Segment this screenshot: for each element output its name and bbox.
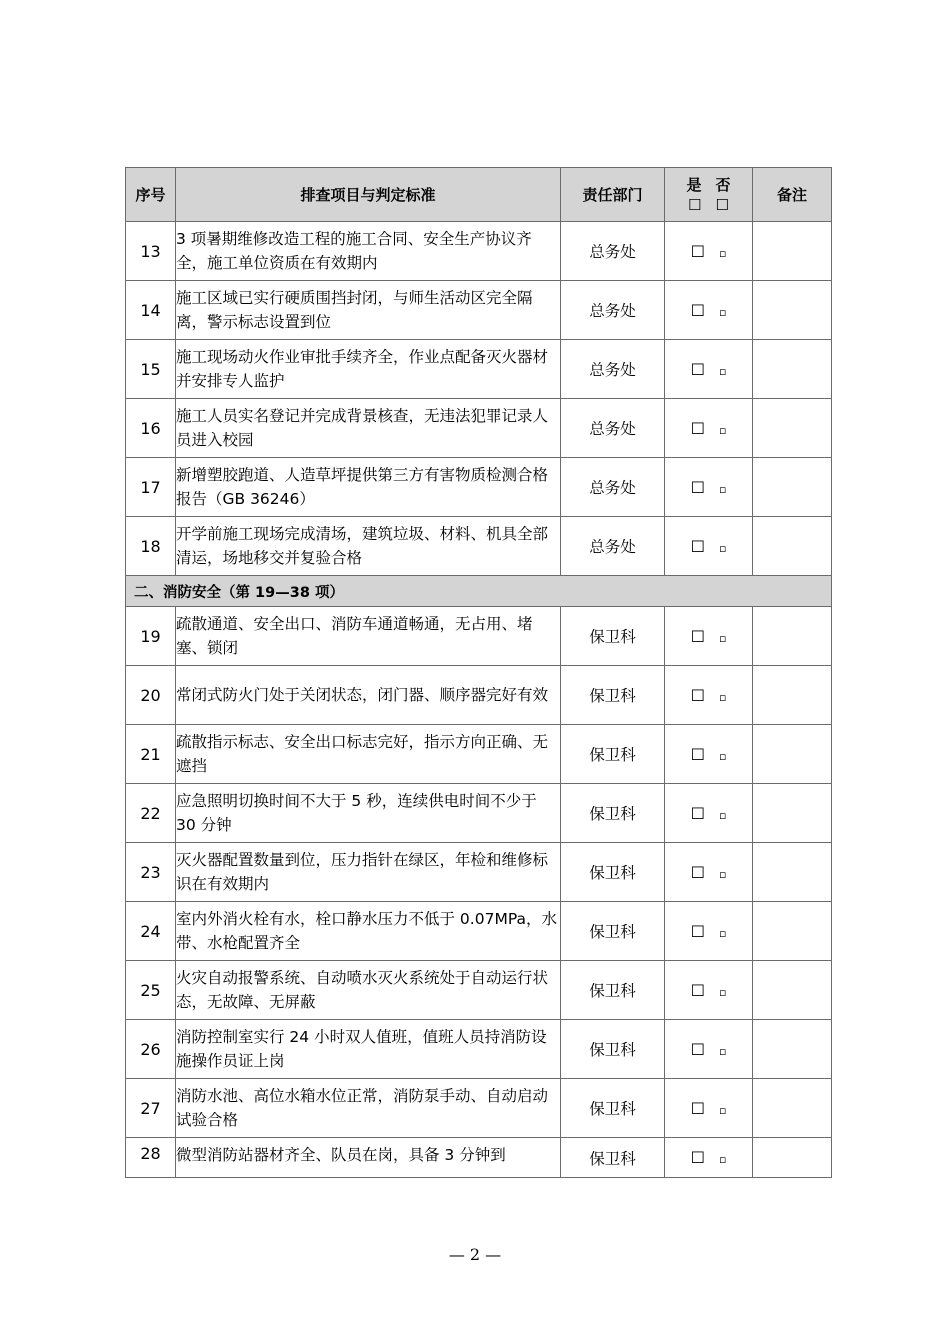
row-dept: 保卫科	[561, 1020, 665, 1079]
row-num: 22	[126, 784, 176, 843]
row-check	[665, 399, 753, 458]
no-checkbox-icon[interactable]: ▫	[718, 926, 727, 940]
no-checkbox-icon[interactable]: ▫	[718, 690, 727, 704]
row-item: 施工现场动火作业审批手续齐全，作业点配备灭火器材并安排专人监护	[176, 340, 561, 399]
row-item: 施工人员实名登记并完成背景核查，无违法犯罪记录人员进入校园	[176, 399, 561, 458]
no-checkbox-icon[interactable]: ▫	[718, 749, 727, 763]
yes-checkbox-icon[interactable]: ☐	[690, 980, 705, 1000]
no-checkbox-icon[interactable]: ▫	[718, 305, 727, 319]
no-checkbox-icon[interactable]: ▫	[718, 1103, 727, 1117]
inspection-checklist-table	[125, 167, 832, 1178]
row-num: 23	[126, 843, 176, 902]
row-note	[753, 784, 832, 843]
header-yes-no	[665, 168, 753, 222]
row-dept: 保卫科	[561, 725, 665, 784]
yes-checkbox-icon[interactable]: ☐	[690, 626, 705, 646]
yes-checkbox-icon[interactable]: ☐	[690, 1098, 705, 1118]
no-checkbox-icon[interactable]: ▫	[718, 246, 727, 260]
row-item: 应急照明切换时间不大于 5 秒，连续供电时间不少于 30 分钟	[176, 784, 561, 843]
row-num: 16	[126, 399, 176, 458]
yes-checkbox-icon[interactable]: ☐	[690, 300, 705, 320]
yes-checkbox-icon[interactable]: ☐	[690, 359, 705, 379]
row-num: 17	[126, 458, 176, 517]
row-check	[665, 1020, 753, 1079]
no-checkbox-icon[interactable]: ▫	[718, 1153, 727, 1166]
row-note	[753, 340, 832, 399]
row-note	[753, 1020, 832, 1079]
row-num: 13	[126, 222, 176, 281]
yes-checkbox-icon[interactable]: ☐	[690, 536, 705, 556]
row-dept: 保卫科	[561, 902, 665, 961]
table-row	[126, 725, 832, 784]
header-item: 排查项目与判定标准	[176, 168, 561, 222]
row-check	[665, 784, 753, 843]
row-num: 24	[126, 902, 176, 961]
row-note	[753, 961, 832, 1020]
no-checkbox-icon[interactable]: ▫	[718, 985, 727, 999]
row-dept: 保卫科	[561, 961, 665, 1020]
row-note	[753, 399, 832, 458]
header-no-checkbox-icon: ☐	[715, 195, 729, 214]
yes-checkbox-icon[interactable]: ☐	[690, 862, 705, 882]
row-item: 消防控制室实行 24 小时双人值班，值班人员持消防设施操作员证上岗	[176, 1020, 561, 1079]
no-checkbox-icon[interactable]: ▫	[718, 364, 727, 378]
row-note	[753, 1138, 832, 1178]
row-dept: 总务处	[561, 458, 665, 517]
row-check	[665, 517, 753, 576]
table-row	[126, 399, 832, 458]
table-row	[126, 666, 832, 725]
row-note	[753, 725, 832, 784]
row-check	[665, 340, 753, 399]
yes-checkbox-icon[interactable]: ☐	[690, 803, 705, 823]
yes-checkbox-icon[interactable]: ☐	[690, 477, 705, 497]
row-dept: 总务处	[561, 281, 665, 340]
yes-checkbox-icon[interactable]: ☐	[690, 1148, 705, 1167]
yes-checkbox-icon[interactable]: ☐	[690, 241, 705, 261]
row-check	[665, 725, 753, 784]
section-title: 二、消防安全（第 19—38 项）	[126, 576, 832, 607]
no-checkbox-icon[interactable]: ▫	[718, 541, 727, 555]
row-note	[753, 281, 832, 340]
row-dept: 保卫科	[561, 1138, 665, 1178]
row-dept: 保卫科	[561, 607, 665, 666]
table-row	[126, 607, 832, 666]
page-number: — 2 —	[448, 1245, 502, 1264]
row-note	[753, 517, 832, 576]
table-row	[126, 1020, 832, 1079]
row-dept: 保卫科	[561, 1079, 665, 1138]
row-num: 19	[126, 607, 176, 666]
row-num: 27	[126, 1079, 176, 1138]
table-header-row	[126, 168, 832, 222]
row-check	[665, 458, 753, 517]
row-check	[665, 961, 753, 1020]
row-item: 常闭式防火门处于关闭状态，闭门器、顺序器完好有效	[176, 666, 561, 725]
row-note	[753, 1079, 832, 1138]
row-item: 开学前施工现场完成清场，建筑垃圾、材料、机具全部清运，场地移交并复验合格	[176, 517, 561, 576]
yes-checkbox-icon[interactable]: ☐	[690, 1039, 705, 1059]
row-num: 25	[126, 961, 176, 1020]
row-num: 15	[126, 340, 176, 399]
section-row	[126, 576, 832, 607]
header-note: 备注	[753, 168, 832, 222]
header-dept: 责任部门	[561, 168, 665, 222]
row-check	[665, 902, 753, 961]
row-item: 疏散指示标志、安全出口标志完好，指示方向正确、无遮挡	[176, 725, 561, 784]
row-num: 20	[126, 666, 176, 725]
row-num: 21	[126, 725, 176, 784]
row-item: 3 项暑期维修改造工程的施工合同、安全生产协议齐全，施工单位资质在有效期内	[176, 222, 561, 281]
row-check	[665, 222, 753, 281]
row-check	[665, 1138, 753, 1178]
row-dept: 总务处	[561, 340, 665, 399]
no-checkbox-icon[interactable]: ▫	[718, 808, 727, 822]
row-note	[753, 222, 832, 281]
table-row	[126, 281, 832, 340]
row-item: 疏散通道、安全出口、消防车通道畅通，无占用、堵塞、锁闭	[176, 607, 561, 666]
row-dept: 总务处	[561, 517, 665, 576]
row-dept: 保卫科	[561, 784, 665, 843]
row-item: 施工区域已实行硬质围挡封闭，与师生活动区完全隔离，警示标志设置到位	[176, 281, 561, 340]
table-row	[126, 517, 832, 576]
row-check	[665, 1079, 753, 1138]
header-yes-checkbox-icon: ☐	[688, 195, 702, 214]
table-row	[126, 902, 832, 961]
row-item: 消防水池、高位水箱水位正常，消防泵手动、自动启动试验合格	[176, 1079, 561, 1138]
row-item: 室内外消火栓有水，栓口静水压力不低于 0.07MPa，水带、水枪配置齐全	[176, 902, 561, 961]
yes-checkbox-icon[interactable]: ☐	[690, 685, 705, 705]
row-check	[665, 843, 753, 902]
table-row	[126, 784, 832, 843]
row-item: 灭火器配置数量到位，压力指针在绿区，年检和维修标识在有效期内	[176, 843, 561, 902]
header-yes: 是	[686, 175, 702, 194]
table-row	[126, 340, 832, 399]
header-no: 否	[715, 175, 731, 194]
yes-checkbox-icon[interactable]: ☐	[690, 921, 705, 941]
table-row	[126, 458, 832, 517]
table-row	[126, 843, 832, 902]
row-note	[753, 607, 832, 666]
row-note	[753, 458, 832, 517]
no-checkbox-icon[interactable]: ▫	[718, 423, 727, 437]
row-dept: 总务处	[561, 399, 665, 458]
no-checkbox-icon[interactable]: ▫	[718, 482, 727, 496]
no-checkbox-icon[interactable]: ▫	[718, 867, 727, 881]
row-check	[665, 666, 753, 725]
table-row	[126, 961, 832, 1020]
row-num: 14	[126, 281, 176, 340]
row-note	[753, 666, 832, 725]
yes-checkbox-icon[interactable]: ☐	[690, 744, 705, 764]
row-check	[665, 607, 753, 666]
row-num: 28	[126, 1138, 176, 1178]
no-checkbox-icon[interactable]: ▫	[718, 631, 727, 645]
row-dept: 保卫科	[561, 666, 665, 725]
yes-checkbox-icon[interactable]: ☐	[690, 418, 705, 438]
row-num: 18	[126, 517, 176, 576]
row-num: 26	[126, 1020, 176, 1079]
row-item: 新增塑胶跑道、人造草坪提供第三方有害物质检测合格报告（GB 36246）	[176, 458, 561, 517]
no-checkbox-icon[interactable]: ▫	[718, 1044, 727, 1058]
table-row	[126, 222, 832, 281]
row-item: 火灾自动报警系统、自动喷水灭火系统处于自动运行状态，无故障、无屏蔽	[176, 961, 561, 1020]
row-item: 微型消防站器材齐全、队员在岗，具备 3 分钟到	[176, 1138, 561, 1178]
row-dept: 总务处	[561, 222, 665, 281]
row-note	[753, 843, 832, 902]
table-row	[126, 1138, 832, 1178]
header-num: 序号	[126, 168, 176, 222]
row-check	[665, 281, 753, 340]
row-note	[753, 902, 832, 961]
table-row	[126, 1079, 832, 1138]
row-dept: 保卫科	[561, 843, 665, 902]
